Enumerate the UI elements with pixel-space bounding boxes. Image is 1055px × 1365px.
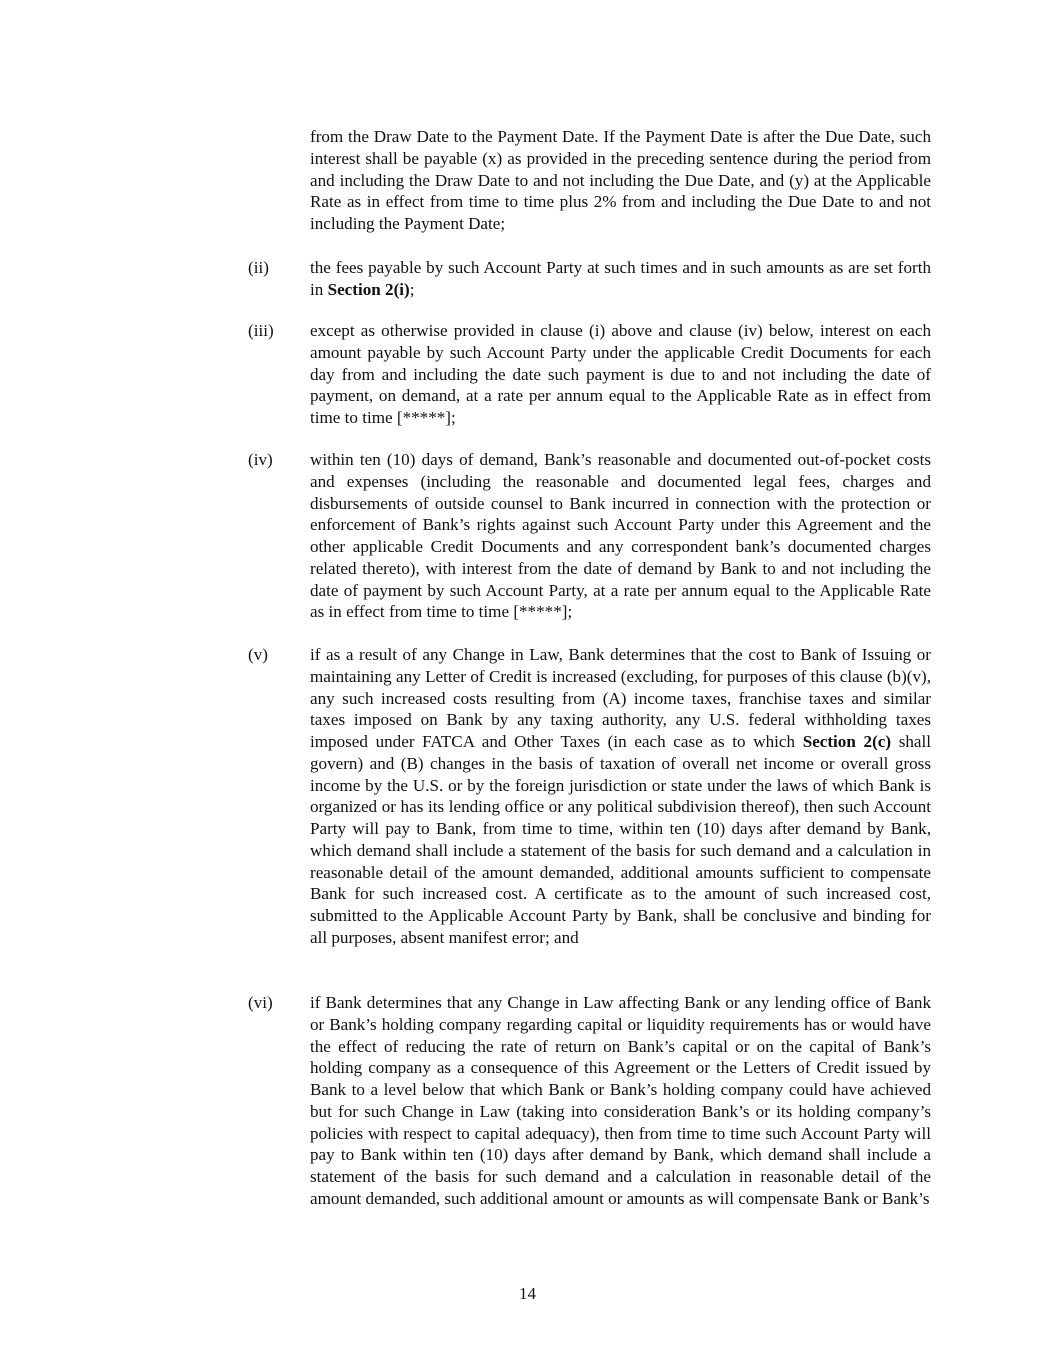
item-paragraph-iii: except as otherwise provided in clause (i) above and clause (iv) below, interest on each amount payable by such Account Party under the applicable Credit Documents for each day from and including the date such payment is due to and not including the date of payment, on demand, at a rate per annum equal to the Applicable Rate as in effect from time to time [*****]; bbox=[310, 321, 931, 427]
item-paragraph-ii bbox=[310, 257, 931, 301]
continuation-paragraph: from the Draw Date to the Payment Date. If the Payment Date is after the Due Date, such interest shall be payable (x) as provided in the preceding sentence during the period from and including the Draw Date to and not including the Due Date, and (y) at the Applicable Rate as in effect from time to time plus 2% from and including the Due Date to and not including the Payment Date; bbox=[310, 127, 931, 233]
item-label-v: (v) bbox=[248, 645, 268, 664]
item-ii-text-before: the fees payable by such Account Party at such times and in such amounts as are set forth in bbox=[310, 258, 931, 299]
page-number: 14 bbox=[519, 1284, 536, 1303]
item-label-iv: (iv) bbox=[248, 450, 273, 469]
section-reference-2c: Section 2(c) bbox=[802, 732, 892, 751]
item-v-text-after: shall govern) and (B) changes in the basis of taxation of overall net income or overall gross income by the U.S. or by the foreign jurisdiction or state under the laws of which Bank is organized or has its lending office or any political subdivision thereof), then such Account Party will pay to Bank, from time to time, within ten (10) days after demand by Bank, which demand shall include a statement of the basis for such demand and a calculation in reasonable detail of the amount demanded, additional amounts sufficient to compensate Bank for such increased cost. A certificate as to the amount of such increased cost, submitted to the Applicable Account Party by Bank, shall be conclusive and binding for all purposes, absent manifest error; and bbox=[310, 732, 931, 947]
item-v-text-before: if as a result of any Change in Law, Bank determines that the cost to Bank of Issuing or maintaining any Letter of Credit is increased (excluding, for purposes of this clause (b)(v), any such increased costs resulting from (A) income taxes, franchise taxes and similar taxes imposed on Bank by any taxing authority, any U.S. federal withholding taxes imposed under FATCA and Other Taxes (in each case as to which bbox=[310, 645, 931, 751]
item-paragraph-vi: if Bank determines that any Change in Law affecting Bank or any lending office of Bank or Bank’s holding company regarding capital or liquidity requirements has or would have the effect of reducing the rate of return on Bank’s capital or on the capital of Bank’s holding company as a consequence of this Agreement or the Letters of Credit issued by Bank to a level below that which Bank or Bank’s holding company could have achieved but for such Change in Law (taking into consideration Bank’s or its holding company’s policies with respect to capital adequacy), then from time to time such Account Party will pay to Bank within ten (10) days after demand by Bank, which demand shall include a statement of the basis for such demand and a calculation in reasonable detail of the amount demanded, such additional amount or amounts as will compensate Bank or Bank’s bbox=[310, 993, 931, 1208]
item-label-ii: (ii) bbox=[248, 258, 269, 277]
item-paragraph-iv: within ten (10) days of demand, Bank’s reasonable and documented out-of-pocket costs and expenses (including the reasonable and documented legal fees, charges and disbursements of outside counsel to Bank incurred in connection with the protection or enforcement of Bank’s rights against such Account Party under this Agreement and the other applicable Credit Documents and any correspondent bank’s documented charges related thereto), with interest from the date of demand by Bank to and not including the date of payment by such Account Party, at a rate per annum equal to the Applicable Rate as in effect from time to time [*****]; bbox=[310, 450, 931, 622]
section-reference-2i: Section 2(i) bbox=[327, 279, 410, 299]
item-label-iii: (iii) bbox=[248, 321, 274, 340]
item-paragraph-v bbox=[310, 644, 931, 949]
item-label-vi: (vi) bbox=[248, 993, 273, 1012]
item-ii-text-after: ; bbox=[409, 279, 415, 299]
